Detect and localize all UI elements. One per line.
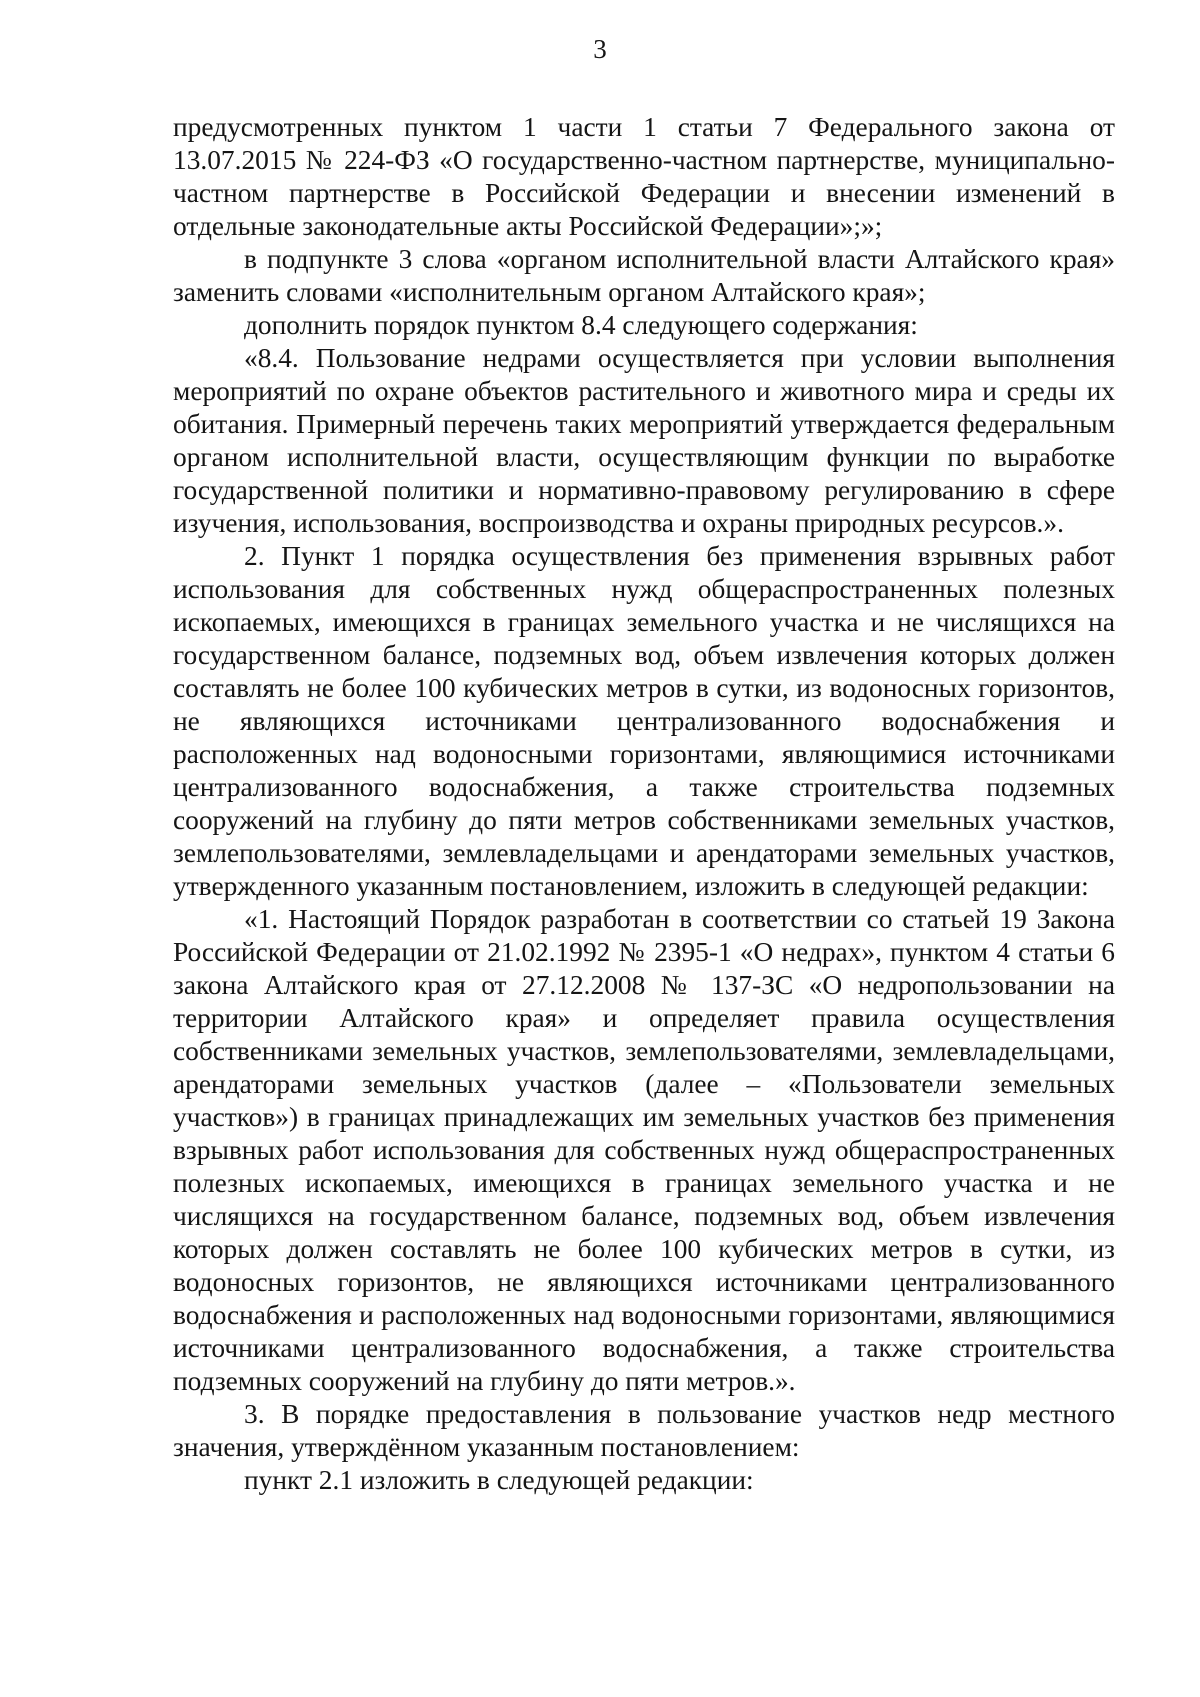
paragraph: предусмотренных пунктом 1 части 1 статьи 7 Федерального закона от 13.07.2015 № 224-ФЗ «О государственно-частном партнерстве, муниципально-частном партнерстве в Российской Федерации и внесении изменений в отдельные законодательные акты Российской Федерации»;»; — [173, 112, 1115, 241]
paragraph: «8.4. Пользование недрами осуществляется при условии выполнения мероприятий по охране объектов растительного и животного мира и среды их обитания. Примерный перечень таких мероприятий утверждается федеральным органом исполнительной власти, осуществляющим функции по выработке государственной политики и нормативно-правовому регулированию в сфере изучения, использования, воспроизводства и охраны природных ресурсов.». — [173, 343, 1115, 538]
paragraph: 2. Пункт 1 порядка осуществления без применения взрывных работ использования для собственных нужд общераспространенных полезных ископаемых, имеющихся в границах земельного участка и не числящихся на государственном балансе, подземных вод, объем извлечения которых должен составлять не более 100 кубических метров в сутки, из водоносных горизонтов, не являющихся источниками централизованного водоснабжения и расположенных над водоносными горизонтами, являющимися источниками централизованного водоснабжения, а также строительства подземных сооружений на глубину до пяти метров собственниками земельных участков, землепользователями, землевладельцами и арендаторами земельных участков, утвержденного указанным постановлением, изложить в следующей редакции: — [173, 541, 1115, 901]
paragraph: «1. Настоящий Порядок разработан в соответствии со статьей 19 Закона Российской Федерации от 21.02.1992 № 2395-1 «О недрах», пунктом 4 статьи 6 закона Алтайского края от 27.12.2008 № 137-ЗС «О недропользовании на территории Алтайского края» и определяет правила осуществления собственниками земельных участков, землепользователями, землевладельцами, арендаторами земельных участков (далее – «Пользователи земельных участков») в границах принадлежащих им земельных участков без применения взрывных работ использования для собственных нужд общераспространенных полезных ископаемых, имеющихся в границах земельного участка и не числящихся на государственном балансе, подземных вод, объем извлечения которых должен составлять не более 100 кубических метров в сутки, из водоносных горизонтов, не являющихся источниками централизованного водоснабжения и расположенных над водоносными горизонтами, являющимися источниками централизованного водоснабжения, а также строительства подземных сооружений на глубину до пяти метров.». — [173, 904, 1115, 1396]
page-number: 3 — [593, 34, 607, 64]
document-body — [173, 111, 1115, 1497]
paragraph: в подпункте 3 слова «органом исполнительной власти Алтайского края» заменить словами «исполнительным органом Алтайского края»; — [173, 244, 1115, 307]
paragraph: дополнить порядок пунктом 8.4 следующего содержания: — [244, 310, 918, 340]
paragraph: пункт 2.1 изложить в следующей редакции: — [244, 1465, 754, 1495]
paragraph: 3. В порядке предоставления в пользование участков недр местного значения, утверждённом указанным постановлением: — [173, 1399, 1115, 1462]
